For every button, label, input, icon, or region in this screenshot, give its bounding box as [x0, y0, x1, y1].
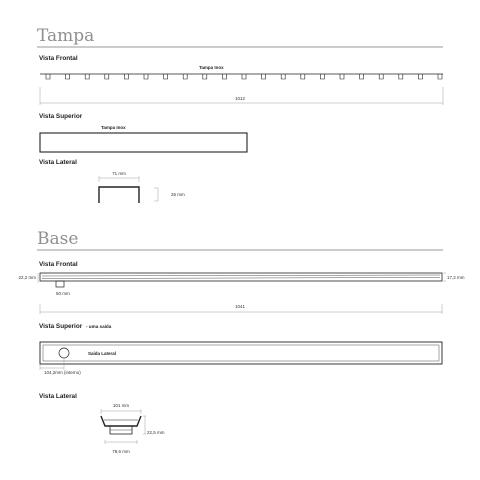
base-frontal-length: 1041: [234, 304, 246, 309]
base-superior-heading: Vista Superior: [39, 323, 83, 330]
grate-tooth: [242, 74, 246, 79]
base-frontal-outlet-diameter: 50 mm: [56, 291, 70, 296]
grate-tooth: [379, 74, 383, 79]
tampa-frontal-heading: Vista Frontal: [39, 55, 78, 62]
base-frontal-outlet-stub: [56, 281, 64, 287]
base-lateral-heading: Vista Lateral: [39, 393, 77, 400]
grate-tooth: [360, 74, 364, 79]
grate-tooth: [399, 74, 403, 79]
grate-tooth: [183, 74, 187, 79]
grate-tooth: [222, 74, 226, 79]
grate-tooth: [438, 74, 442, 79]
grate-tooth: [262, 74, 266, 79]
grate-tooth: [144, 74, 148, 79]
grate-tooth: [340, 74, 344, 79]
base-frontal-left-height: 22,2 mm: [18, 275, 36, 280]
tampa-superior-heading: Vista Superior: [39, 113, 83, 120]
tampa-frontal-profile: [40, 74, 443, 79]
tampa-frontal-part-label: Tampa Inox: [199, 65, 224, 70]
base-lateral-profile: [101, 416, 141, 434]
tampa-lateral-profile: [99, 187, 139, 203]
tampa-lateral-height: 26 mm: [171, 192, 185, 197]
base-superior-note: - uma saída: [86, 324, 112, 329]
grate-tooth: [66, 74, 70, 79]
tampa-grate-teeth: [46, 74, 442, 79]
base-superior-outlet-circle: [59, 348, 69, 358]
tampa-frontal-length: 1012: [234, 96, 246, 101]
grate-tooth: [46, 74, 50, 79]
base-superior-outlet-label: Saída Lateral: [88, 351, 117, 356]
base-lateral-top-width: 101 mm: [112, 403, 130, 408]
base-lateral-top-dimension: [101, 409, 141, 414]
tampa-superior-outline: [40, 133, 247, 152]
tampa-lateral-height-dimension: [154, 188, 158, 201]
grate-tooth: [85, 74, 89, 79]
base-frontal-right-height: 17,2 mm: [447, 275, 465, 280]
base-superior-offset: 104,2mm (interno): [44, 370, 81, 375]
base-lateral-height-dimension: [143, 416, 146, 434]
base-frontal-heading: Vista Frontal: [39, 261, 78, 268]
grate-tooth: [164, 74, 168, 79]
base-frontal-right-height-marker: [443, 273, 446, 281]
grate-tooth: [281, 74, 285, 79]
tampa-lateral-width-dimension: [99, 176, 139, 182]
grate-tooth: [320, 74, 324, 79]
base-lateral-bottom-dimension: [105, 440, 137, 444]
grate-tooth: [105, 74, 109, 79]
tampa-section-title: Tampa: [37, 26, 95, 46]
grate-tooth: [418, 74, 422, 79]
grate-tooth: [203, 74, 207, 79]
base-lateral-bottom-width: 78,6 mm: [112, 449, 130, 454]
grate-tooth: [301, 74, 305, 79]
tampa-lateral-width: 71 mm: [112, 171, 126, 176]
base-frontal-profile: [40, 273, 442, 281]
base-section-title: Base: [37, 229, 79, 249]
grate-tooth: [124, 74, 128, 79]
tampa-lateral-heading: Vista Lateral: [39, 159, 77, 166]
tampa-superior-part-label: Tampa Inox: [101, 125, 126, 130]
base-lateral-height: 22,5 mm: [147, 430, 165, 435]
